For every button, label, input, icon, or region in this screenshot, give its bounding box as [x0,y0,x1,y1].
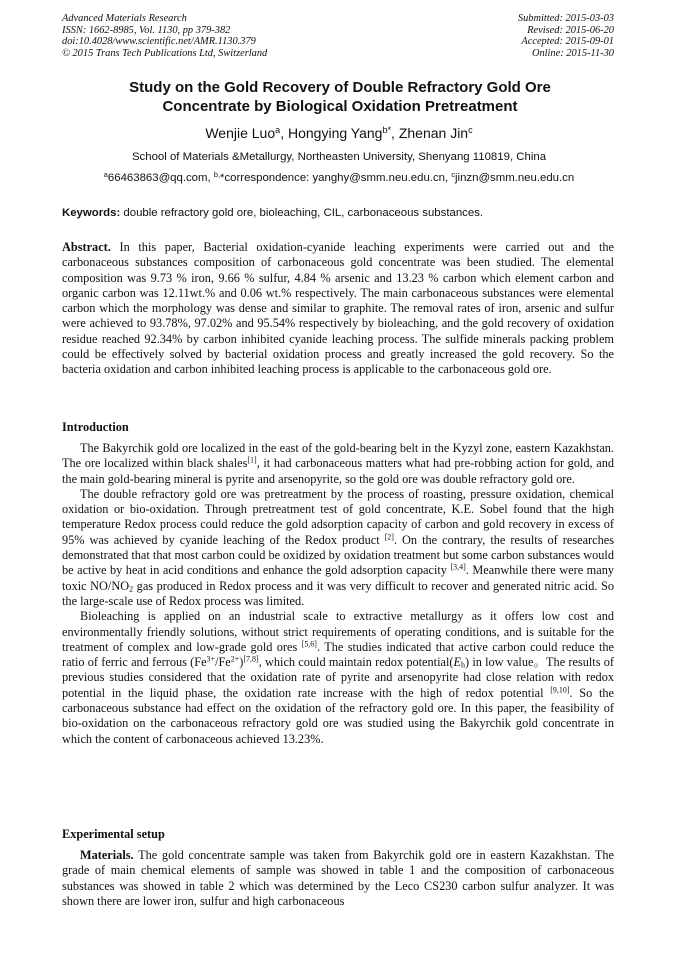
text-run: The gold concentrate sample was taken from Bakyrchik gold ore in eastern Kazakhstan. The grade of main chemical elements of sample was showed in table 1 and the composition of carbonaceous substances was showed in table 2 which was determined by the Leco CS230 carbon sulfur analyzer. It was shown there are lower iron, sulfur and high carbonaceous [62,848,614,908]
email-address: *correspondence: yanghy@smm.neu.edu.cn, [220,172,452,184]
paragraph [62,609,614,747]
citation: [3,4] [450,562,466,572]
text-run: . The studies indicated that active carbon could reduce the ratio of ferric and ferrous (Fe [62,639,614,670]
online-date: Online: 2015-11-30 [531,47,614,59]
text-run: gas produced in Redox process and it was very difficult to recover and generated nitric acid. So the large-scale use of Redox process was limited. [62,578,614,608]
copyright-line: © 2015 Trans Tech Publications Ltd, Switzerland [62,47,268,59]
email-address: 66463863@qq.com, [107,172,214,184]
text-run: /Fe [215,655,231,670]
author-affil-mark: a [275,125,281,135]
doi-line: doi:10.4028/www.scientific.net/AMR.1130.379 [62,36,256,48]
journal-name: Advanced Materials Research [62,13,187,24]
revised-date: Revised: 2015-06-20 [527,24,614,36]
accepted-date: Accepted: 2015-09-01 [521,36,614,48]
superscript: 3+ [206,654,216,664]
keywords-text: double refractory gold ore, bioleaching, CIL, carbonaceous substances. [120,207,484,219]
issn-line: ISSN: 1662-8985, Vol. 1130, pp 379-382 [62,24,231,36]
author-emails [0,171,678,185]
paragraph [62,441,614,487]
symbol-e: E [453,655,461,670]
citation: [5,6] [301,639,317,649]
text-run: The double refractory gold ore was pretreatment by the process of roasting, pressure oxidation, chemical oxidation or bio-oxidation. Through pretreatment test of gold concentrate, K.E. Sobel found that the high temperature Redox process could reduce the gold adsorption capacity of carbon and gold recovery in excess of 95% was achieved by cyanide leaching of the Redox product [62,486,614,547]
citation: [2] [384,532,394,542]
author-list [0,125,678,142]
citation: [1] [247,455,257,465]
subscript: h [460,660,465,670]
superscript: 2+ [230,654,240,664]
author-separator: , [280,125,288,141]
author-name: Hongying Yang [287,125,383,141]
keywords [62,206,622,220]
author-affil-mark: b* [382,125,392,135]
abstract-text: In this paper, Bacterial oxidation-cyanide leaching experiments were carried out and the carbonaceous substances composition of carbonaceous gold concentrate was been studied. The elemental composition was 9.73 % iron, 9.66 % sulfur, 4.84 % arsenic and 13.23 % carbon which element carbon and organic carbon was 12.11wt.% and 0.06 wt.% respectively. The main carbonaceous substances were elemental carbon which the morphology was dense and similar to graphite. The removal rates of iron, arsenic and sulfur were achieved to 93.78%, 97.02% and 95.54% respectively by bioleaching, and the gold recovery of oxidation residue reached 92.34% by carbon inhibited cyanide leaching process. The sulfide minerals packing problem could be effectively solved by bacterial oxidation process and greatly increased the gold recovery. So the bacteria oxidation and carbon inhibited leaching process is applicable to the carbonaceous gold ore. [62,240,614,377]
paper-title [60,79,620,116]
materials-label: Materials. [80,848,134,862]
author-name: Wenjie Luo [205,125,276,141]
title-line-2: Concentrate by Biological Oxidation Pretreatment [162,97,518,115]
text-run: The Bakyrchik gold ore localized in the east of the gold-bearing belt in the Kyzyl zone, eastern Kazakhstan. The ore localized within black shales [62,441,614,471]
author-name: Zhenan Jin [398,125,469,141]
author-separator: , [391,125,399,141]
journal-header-right [518,13,614,59]
text-run: Bioleaching is applied on an industrial scale to extractive metallurgy as it offers low cost and environmentally friendly solutions, without strict requirements of operating conditions, and is suitable for the treatment of complex and low-grade gold ores [62,609,614,654]
text-run: , it had carbonaceous matters what had pre-robbing action for gold, and the main gold-bearing mineral is pyrite and arsenopyrite, so the gold ore was double refractory gold ore. [62,456,614,486]
subscript: 2 [129,584,134,594]
abstract [62,240,614,378]
keywords-label: Keywords: [62,207,121,219]
email-mark: a [103,169,108,179]
text-run: . So the carbonaceous substance had effect on the oxidation of the refractory gold ore. In this paper, the feasibility of bio-oxidation on the carbonaceous refractory gold ore was studied using the Bakyrchik gold concentrate in which the content of carbonaceous achieved 13.23%. [62,685,615,746]
introduction-body [62,441,614,747]
email-address: jinzn@smm.neu.edu.cn [455,172,575,184]
title-line-1: Study on the Gold Recovery of Double Refractory Gold Ore [129,79,551,96]
email-mark: b, [213,169,221,179]
paragraph [62,487,614,609]
text-run: . On the contrary, the results of researches demonstrated that that most carbon could be oxidized by oxidation treatment but some carbon substances would be active by heat in acid conditions and enhance the gold adsorption capacity [62,532,614,578]
text-run: . Meanwhile there were many toxic NO/NO [62,563,614,593]
section-heading-introduction: Introduction [62,420,129,434]
citation: [7,8] [243,654,259,664]
citation: [9,10] [550,685,570,695]
author-affil-mark: c [468,125,473,135]
affiliation: School of Materials &Metallurgy, Northeasten University, Shenyang 110819, China [131,151,547,163]
text-run: ) [239,655,244,670]
text-run: , which could maintain redox potential( [258,655,454,670]
section-heading-experimental: Experimental setup [62,827,165,841]
submitted-date: Submitted: 2015-03-03 [517,13,614,24]
abstract-label: Abstract. [62,240,111,254]
paragraph [62,848,614,909]
journal-header-left [62,13,267,59]
experimental-body [62,848,614,909]
text-run: ) in low value。The results of previous studies considered that the oxidation rate of pyrite and arsenopyrite had close relation with redox potential in the liquid phase, the oxidation rate increase with the high of redox potential [62,655,614,700]
email-mark: c [451,169,456,179]
